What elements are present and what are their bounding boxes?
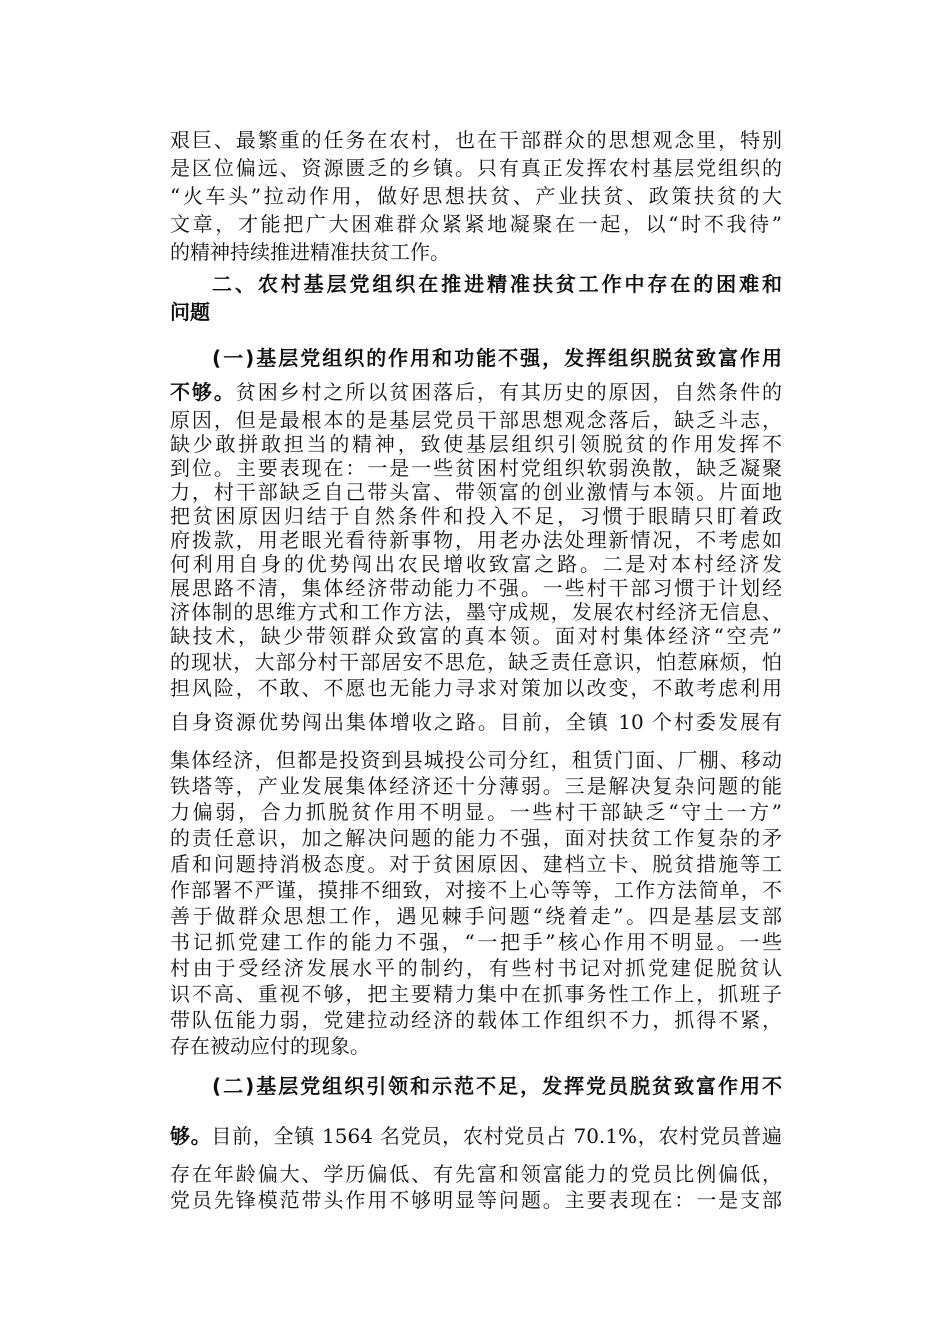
sub1-line-2: 原因，但是最根本的是基层党员干部思想观念落后，缺乏斗志， xyxy=(170,408,782,432)
sub1-line-19: 盾和问题持消极态度。对于贫困原因、建档立卡、脱贫措施等工 xyxy=(170,852,782,876)
sub1-line-22: 书记抓党建工作的能力不强，“一把手”核心作用不明显。一些 xyxy=(170,930,782,954)
sub2-line-1-text: 目前，全镇 1564 名党员，农村党员占 70.1%，农村党员普遍 xyxy=(211,1124,782,1148)
sub1-line-3: 缺少敢拼敢担当的精神，致使基层组织引领脱贫的作用发挥不 xyxy=(170,432,782,456)
section-heading-line-2: 问题 xyxy=(170,300,210,324)
para1-line-4: 文章，才能把广大困难群众紧紧地凝聚在一起，以“时不我待” xyxy=(170,212,782,236)
sub1-line-14: 自身资源优势闯出集体增收之路。目前，全镇 10 个村委发展有 xyxy=(170,710,782,734)
para1-line-1: 艰巨、最繁重的任务在农村，也在干部群众的思想观念里，特别 xyxy=(170,128,782,152)
sub1-line-1 xyxy=(170,376,782,405)
sub1-line-17: 力偏弱，合力抓脱贫作用不明显。一些村干部缺乏“守土一方” xyxy=(170,800,782,824)
section-heading-line-1: 二、农村基层党组织在推进精准扶贫工作中存在的困难和 xyxy=(212,272,782,296)
sub1-line-5: 力，村干部缺乏自己带头富、带领富的创业激情与本领。片面地 xyxy=(170,480,782,504)
sub1-line-20: 作部署不严谨，摸排不细致，对接不上心等等，工作方法简单，不 xyxy=(170,878,782,902)
sub1-lead-bold: 不够。 xyxy=(170,380,236,404)
sub2-line-2: 存在年龄偏大、学历偏低、有先富和领富能力的党员比例偏低， xyxy=(170,1162,782,1186)
subsection-1-heading: (一)基层党组织的作用和功能不强，发挥组织脱贫致富作用 xyxy=(212,346,782,370)
para1-line-2: 是区位偏远、资源匮乏的乡镇。只有真正发挥农村基层党组织的 xyxy=(170,156,782,180)
sub1-line-11: 缺技术，缺少带领群众致富的真本领。面对村集体经济“空壳” xyxy=(170,624,782,648)
para1-line-5: 的精神持续推进精准扶贫工作。 xyxy=(170,240,450,264)
sub1-line-21: 善于做群众思想工作，遇见棘手问题“绕着走”。四是基层支部 xyxy=(170,904,782,928)
subsection-2-heading: (二)基层党组织引领和示范不足，发挥党员脱贫致富作用不 xyxy=(212,1074,782,1098)
sub1-line-8: 何利用自身的优势闯出农民增收致富之路。二是对本村经济发 xyxy=(170,552,782,576)
sub1-line-16: 铁塔等，产业发展集体经济还十分薄弱。三是解决复杂问题的能 xyxy=(170,774,782,798)
sub1-line-10: 济体制的思维方式和工作方法，墨守成规，发展农村经济无信息、 xyxy=(170,600,782,624)
sub1-line-7: 府拨款，用老眼光看待新事物，用老办法处理新情况，不考虑如 xyxy=(170,528,782,552)
sub1-line-6: 把贫困原因归结于自然条件和投入不足，习惯于眼睛只盯着政 xyxy=(170,504,782,528)
sub1-line-25: 带队伍能力弱，党建拉动经济的载体工作组织不力，抓得不紧， xyxy=(170,1008,782,1032)
sub1-line-13: 担风险，不敢、不愿也无能力寻求对策加以改变，不敢考虑利用 xyxy=(170,676,782,700)
para1-line-3: “火车头”拉动作用，做好思想扶贫、产业扶贫、政策扶贫的大 xyxy=(170,184,782,208)
sub2-lead-bold: 够。 xyxy=(170,1124,212,1148)
sub1-line-15: 集体经济，但都是投资到县城投公司分红，租赁门面、厂棚、移动 xyxy=(170,748,782,772)
sub1-line-4: 到位。主要表现在：一是一些贫困村党组织软弱涣散，缺乏凝聚 xyxy=(170,456,782,480)
sub1-line-1-text: 贫困乡村之所以贫困落后，有其历史的原因，自然条件的 xyxy=(235,380,782,404)
sub1-line-23: 村由于受经济发展水平的制约，有些村书记对抓党建促脱贫认 xyxy=(170,956,782,980)
sub2-line-3: 党员先锋模范带头作用不够明显等问题。主要表现在：一是支部 xyxy=(170,1188,782,1212)
sub2-line-1 xyxy=(170,1120,782,1149)
sub1-line-12: 的现状，大部分村干部居安不思危，缺乏责任意识，怕惹麻烦，怕 xyxy=(170,650,782,674)
sub1-line-9: 展思路不清，集体经济带动能力不强。一些村干部习惯于计划经 xyxy=(170,576,782,600)
sub1-line-26: 存在被动应付的现象。 xyxy=(170,1034,370,1058)
sub1-line-18: 的责任意识，加之解决问题的能力不强，面对扶贫工作复杂的矛 xyxy=(170,826,782,850)
sub1-line-24: 识不高、重视不够，把主要精力集中在抓事务性工作上，抓班子 xyxy=(170,982,782,1006)
